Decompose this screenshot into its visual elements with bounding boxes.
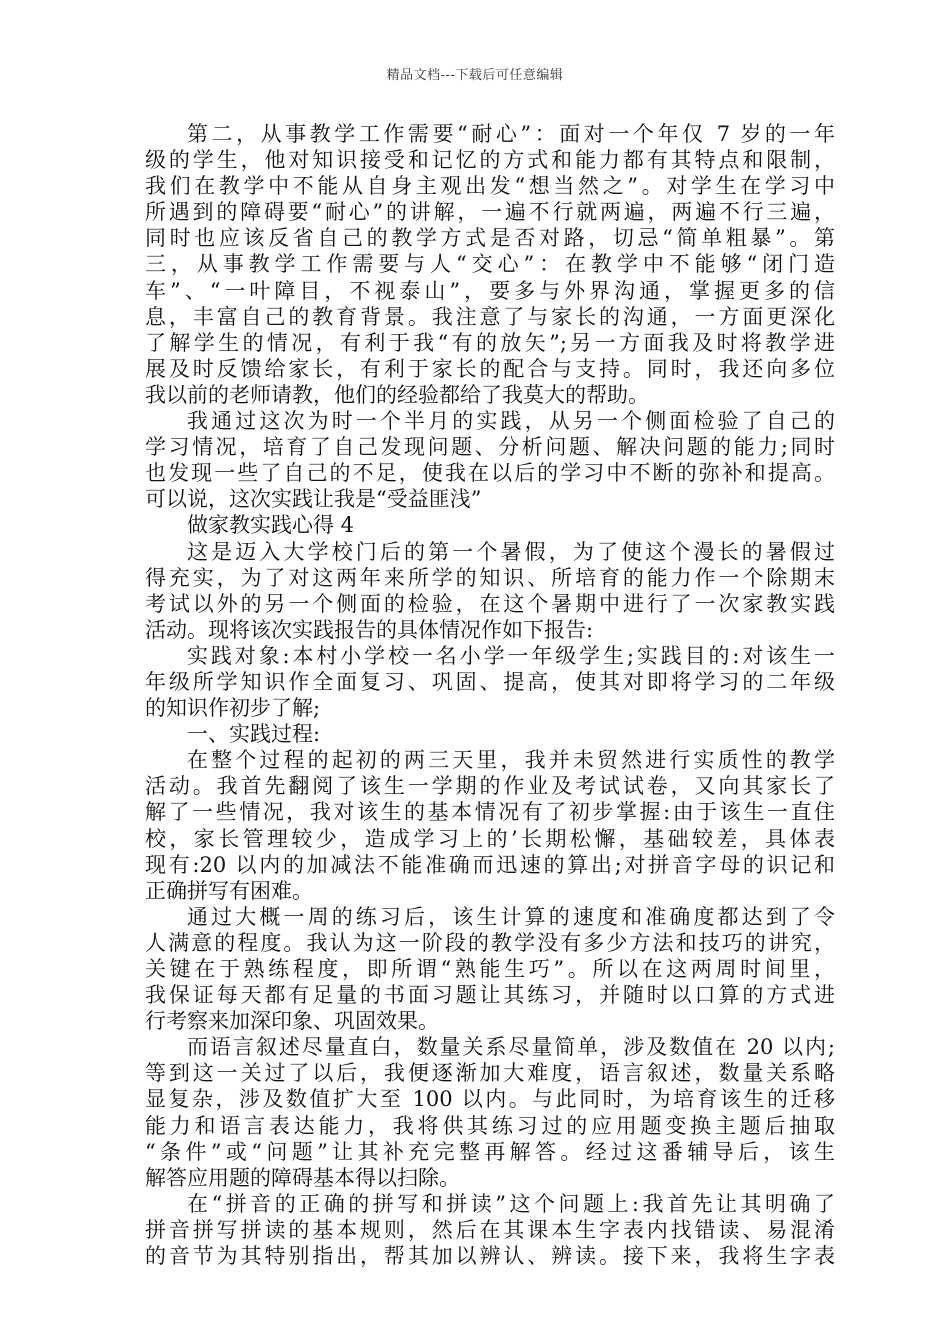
text-line: 第二，从事教学工作需要“耐心”：面对一个年仅 7 岁的一年: [187, 122, 835, 146]
text-line: 做家教实践心得 4: [187, 513, 355, 538]
text-line: 这是迈入大学校门后的第一个暑假，为了使这个漫长的暑假过: [187, 539, 835, 564]
text-line: 实践对象:本村小学校一名小学一年级学生;实践目的:对该生一: [187, 643, 835, 668]
page-header: 精品文档---下载后可任意编辑: [386, 68, 564, 83]
text-line: 得充实，为了对这两年来所学的知识、所培育的能力作一个除期末: [145, 565, 835, 590]
text-line: 同时也应该反省自己的教学方式是否对路，切忌“简单粗暴”。第: [145, 226, 835, 251]
text-line: 行考察来加深印象、巩固效果。: [145, 1009, 439, 1034]
text-line: 现有:20 以内的加减法不能准确而迅速的算出;对拼音字母的识记和: [145, 852, 835, 877]
text-line: 学习情况，培育了自己发现问题、分析问题、解决问题的能力;同时: [145, 435, 835, 460]
text-line: 年级所学知识作全面复习、巩固、提高，使其对即将学习的二年级: [145, 669, 835, 694]
text-line: 能力和语言表达能力，我将供其练习过的应用题变换主题后抽取: [145, 1113, 835, 1138]
text-line: 车”、“一叶障目，不视泰山”，要多与外界沟通，掌握更多的信: [145, 278, 835, 303]
text-line: 在“拼音的正确的拼写和拼读”这个问题上:我首先让其明确了: [187, 1191, 835, 1216]
text-line: 我通过这次为时一个半月的实践，从另一个侧面检验了自己的: [187, 409, 835, 434]
text-line: 展及时反馈给家长，有利于家长的配合与支持。同时，我还向多位: [145, 356, 835, 381]
text-line: “条件”或“问题”让其补充完整再解答。经过这番辅导后，该生: [145, 1139, 835, 1164]
text-line: 我以前的老师请教，他们的经验都给了我莫大的帮助。: [145, 382, 649, 407]
text-line: 的音节为其特别指出，帮其加以辨认、辨读。接下来，我将生字表: [145, 1244, 835, 1269]
text-line: 校，家长管理较少，造成学习上的’长期松懈，基础较差，具体表: [145, 826, 835, 851]
text-line: 人满意的程度。我认为这一阶段的教学没有多少方法和技巧的讲究，: [145, 930, 835, 955]
text-line: 我保证每天都有足量的书面习题让其练习，并随时以口算的方式进: [145, 983, 835, 1008]
text-line: 我们在教学中不能从自身主观出发“想当然之”。对学生在学习中: [145, 174, 835, 199]
text-line: 解答应用题的障碍基本得以扫除。: [145, 1165, 460, 1190]
document-body: [145, 121, 835, 1269]
text-line: 也发现一些了自己的不足，使我在以后的学习中不断的弥补和提高。: [145, 461, 835, 486]
text-line: 了解学生的情况，有利于我“有的放矢”;另一方面我及时将教学进: [145, 330, 835, 355]
text-line: 显复杂，涉及数值扩大至 100 以内。与此同时，为培育该生的迁移: [145, 1087, 835, 1112]
text-line: 通过大概一周的练习后，该生计算的速度和准确度都达到了令: [187, 904, 835, 929]
text-line: 等到这一关过了以后，我便逐渐加大难度，语言叙述，数量关系略: [145, 1061, 835, 1086]
text-line: 拼音拼写拼读的基本规则，然后在其课本生字表内找错读、易混淆: [145, 1217, 835, 1242]
text-line: 息，丰富自己的教育背景。我注意了与家长的沟通，一方面更深化: [145, 304, 835, 329]
text-line: 活动。我首先翻阅了该生一学期的作业及考试试卷，又向其家长了: [145, 774, 835, 799]
text-line: 的知识作初步了解;: [145, 696, 321, 721]
text-line: 正确拼写有困难。: [145, 878, 313, 903]
text-line: 级的学生，他对知识接受和记忆的方式和能力都有其特点和限制，: [145, 148, 835, 173]
text-line: 而语言叙述尽量直白，数量关系尽量简单，涉及数值在 20 以内;: [187, 1035, 835, 1060]
text-line: 考试以外的另一个侧面的检验，在这个暑期中进行了一次家教实践: [145, 591, 835, 616]
text-line: 活动。现将该次实践报告的具体情况作如下报告:: [145, 617, 594, 642]
text-line: 所遇到的障碍要“耐心”的讲解，一遍不行就两遍，两遍不行三遍，: [145, 200, 835, 225]
text-line: 解了一些情况，我对该生的基本情况有了初步掌握:由于该生一直住: [145, 800, 835, 825]
text-line: 在整个过程的起初的两三天里，我并未贸然进行实质性的教学: [187, 748, 835, 773]
text-line: 一、实践过程:: [187, 722, 321, 747]
text-line: 关键在于熟练程度，即所谓“熟能生巧”。所以在这两周时间里，: [145, 957, 835, 981]
text-line: 可以说，这次实践让我是“受益匪浅”: [145, 487, 482, 512]
text-line: 三，从事教学工作需要与人“交心”：在教学中不能够“闭门造: [145, 252, 835, 277]
